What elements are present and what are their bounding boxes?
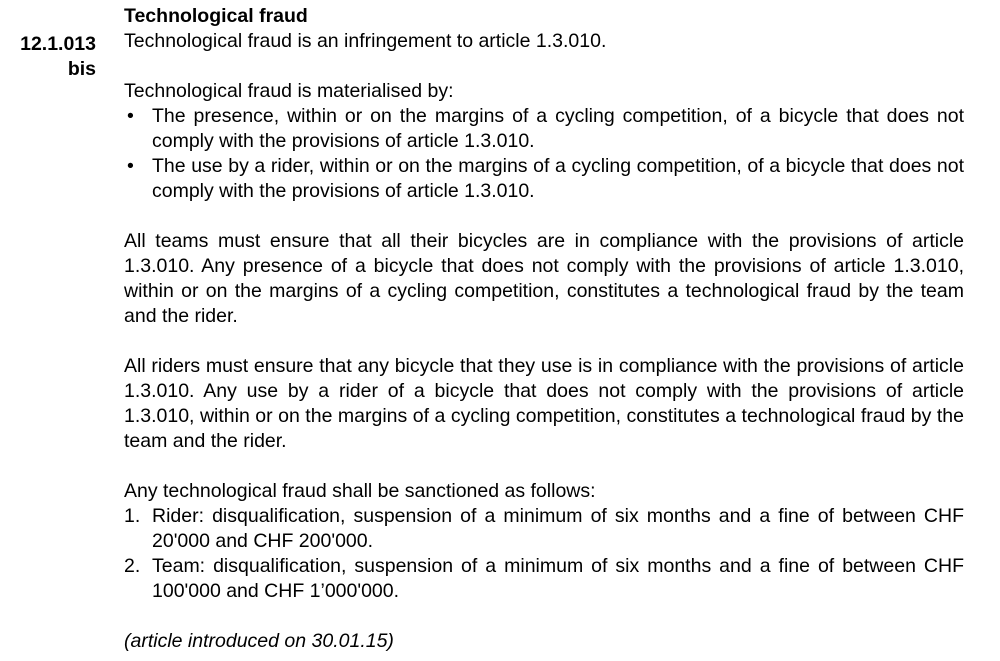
list-item: [124, 554, 964, 604]
bullet-marker: •: [127, 105, 134, 127]
list-item: [124, 504, 964, 554]
sanction-text: Team: disqualification, suspension of a minimum of six months and a fine of between CHF 100'000 and CHF 1’000'000.: [152, 555, 964, 602]
sanction-text: Rider: disqualification, suspension of a minimum of six months and a fine of between CHF 20'000 and CHF 200'000.: [152, 505, 964, 552]
spacer: [124, 329, 964, 354]
list-item: [124, 154, 964, 204]
introduction-note: (article introduced on 30.01.15): [124, 630, 394, 652]
bullet-list: [124, 104, 964, 204]
article-content: [124, 4, 964, 654]
bullet-text: The use by a rider, within or on the margins of a cycling competition, of a bicycle that does not comply with the provisions of article 1.3.010.: [152, 155, 964, 202]
article-title: Technological fraud: [124, 5, 308, 27]
spacer: [124, 454, 964, 479]
spacer: [124, 604, 964, 629]
riders-paragraph: All riders must ensure that any bicycle that they use is in compliance with the provisions of article 1.3.010. Any use by a rider of a bicycle that does not comply with the provisions of article 1.3.010, within or on the margins of a cycling competition, constitutes a technological fraud by the team and the rider.: [124, 355, 964, 452]
spacer: [124, 54, 964, 79]
sanctions-lead: Any technological fraud shall be sanctioned as follows:: [124, 480, 596, 502]
list-number: 1.: [124, 505, 141, 527]
bullet-text: The presence, within or on the margins of a cycling competition, of a bicycle that does not comply with the provisions of article 1.3.010.: [152, 105, 964, 152]
materialised-lead: Technological fraud is materialised by:: [124, 80, 454, 102]
teams-paragraph: All teams must ensure that all their bicycles are in compliance with the provisions of article 1.3.010. Any presence of a bicycle that does not comply with the provisions of article 1.3.010, within or on the margins of a cycling competition, constitutes a technological fraud by the team and the rider.: [124, 230, 964, 327]
bullet-marker: •: [127, 155, 134, 177]
article-number: 12.1.013 bis: [20, 33, 96, 80]
list-item: [124, 104, 964, 154]
sanctions-list: [124, 504, 964, 604]
list-number: 2.: [124, 555, 141, 577]
spacer: [124, 204, 964, 229]
article-intro: Technological fraud is an infringement to article 1.3.010.: [124, 30, 607, 52]
